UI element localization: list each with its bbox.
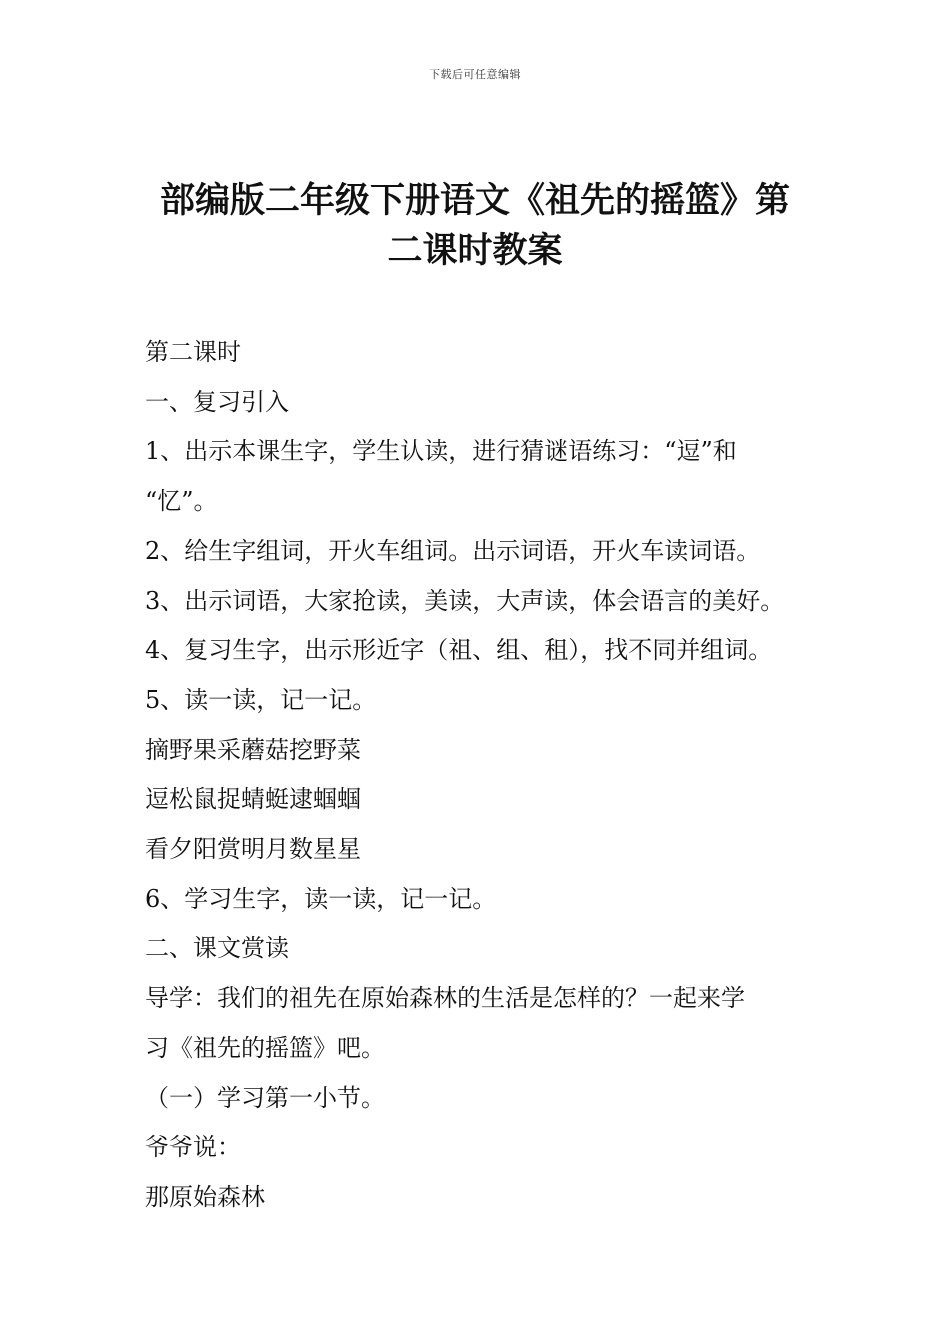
list-item-1-line-1: 1、出示本课生字，学生认读，进行猜谜语练习：“逗”和 <box>145 437 737 466</box>
phrase-row-3: 看夕阳赏明月数星星 <box>145 835 361 864</box>
document-title <box>140 176 810 276</box>
section-heading-review: 一、复习引入 <box>145 387 289 416</box>
list-item-5: 5、读一读，记一记。 <box>145 685 377 714</box>
lesson-label: 第二课时 <box>145 338 241 366</box>
subsection-heading-1: （一）学习第一小节。 <box>145 1083 385 1112</box>
document-body <box>145 328 825 1223</box>
list-item-6: 6、学习生字，读一读，记一记。 <box>145 884 497 913</box>
list-item-2: 2、给生字组词，开火车组词。出示词语，开火车读词语。 <box>145 536 761 565</box>
quote-line-1: 那原始森林 <box>145 1182 265 1211</box>
phrase-row-1: 摘野果采蘑菇挖野菜 <box>145 735 361 764</box>
section-heading-reading: 二、课文赏读 <box>145 934 289 963</box>
list-item-4: 4、复习生字，出示形近字（祖、组、租），找不同并组词。 <box>145 636 773 665</box>
title-line-2: 二课时教案 <box>387 231 563 271</box>
phrase-row-2: 逗松鼠捉蜻蜓逮蝈蝈 <box>145 785 361 814</box>
guide-text-line-2: 习《祖先的摇篮》吧。 <box>145 1033 385 1062</box>
list-item-1-line-2: “忆”。 <box>145 487 218 516</box>
title-line-1: 部编版二年级下册语文《祖先的摇篮》第 <box>159 181 790 221</box>
quote-intro: 爷爷说： <box>145 1133 241 1162</box>
list-item-3: 3、出示词语，大家抢读，美读，大声读，体会语言的美好。 <box>145 586 785 615</box>
page-header-note: 下载后可任意编辑 <box>429 68 521 81</box>
guide-text-line-1: 导学：我们的祖先在原始森林的生活是怎样的？一起来学 <box>145 984 745 1013</box>
